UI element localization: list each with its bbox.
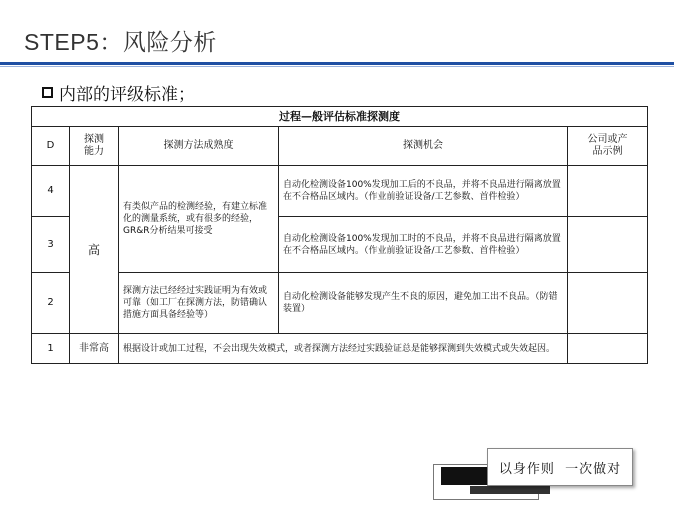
table-caption: 过程—般评估标准探测度 bbox=[32, 107, 648, 127]
cell-opportunity: 自动化检测设备100%发现加工时的不良品，并将不良品进行隔离放置在不合格品区域内。（作业前验证设备/工艺参数、首件检验） bbox=[279, 217, 568, 273]
cell-method: 有类似产品的检测经验，有建立标准化的测量系统，或有很多的经验，GR&R分析结果可接受 bbox=[119, 166, 279, 273]
header-method: 探测方法成熟度 bbox=[119, 127, 279, 166]
section-heading-text: 内部的评级标准； bbox=[59, 85, 195, 105]
table-row bbox=[32, 273, 648, 334]
cell-d: 2 bbox=[32, 273, 70, 334]
header-opportunity: 探测机会 bbox=[279, 127, 568, 166]
cell-d: 1 bbox=[32, 334, 70, 364]
table-row bbox=[32, 166, 648, 217]
checkbox-bullet-icon bbox=[42, 87, 53, 98]
table-row bbox=[32, 334, 648, 364]
cell-merged-description: 根据设计或加工过程，不会出现失效模式，或者探测方法经过实践验证总是能够探测到失效模式或失效起因。 bbox=[119, 334, 568, 364]
title-divider bbox=[0, 62, 674, 65]
table-header-row bbox=[32, 127, 648, 166]
header-capability: 探测 能力 bbox=[70, 127, 119, 166]
cell-capability: 非常高 bbox=[70, 334, 119, 364]
decorative-bar bbox=[470, 486, 550, 494]
header-d: D bbox=[32, 127, 70, 166]
cell-example bbox=[568, 334, 648, 364]
cell-opportunity: 自动化检测设备能够发现产生不良的原因，避免加工出不良品。（防错装置） bbox=[279, 273, 568, 334]
cell-d: 3 bbox=[32, 217, 70, 273]
cell-example bbox=[568, 166, 648, 217]
evaluation-table bbox=[31, 106, 648, 364]
section-heading bbox=[42, 80, 195, 105]
cell-method: 探测方法已经经过实践证明为有效或可靠（如工厂在探测方法，防错确认措施方面具备经验等） bbox=[119, 273, 279, 334]
header-example: 公司或产 品示例 bbox=[568, 127, 648, 166]
page-title: STEP5：风险分析 bbox=[24, 29, 217, 55]
cell-d: 4 bbox=[32, 166, 70, 217]
title-divider-thin bbox=[0, 66, 674, 67]
cell-example bbox=[568, 217, 648, 273]
cell-example bbox=[568, 273, 648, 334]
cell-capability-high: 高 bbox=[70, 166, 119, 334]
cell-opportunity: 自动化检测设备100%发现加工后的不良品，并将不良品进行隔离放置在不合格品区域内。（作业前验证设备/工艺参数、首件检验） bbox=[279, 166, 568, 217]
motto-box: 以身作则 一次做对 bbox=[487, 448, 633, 486]
